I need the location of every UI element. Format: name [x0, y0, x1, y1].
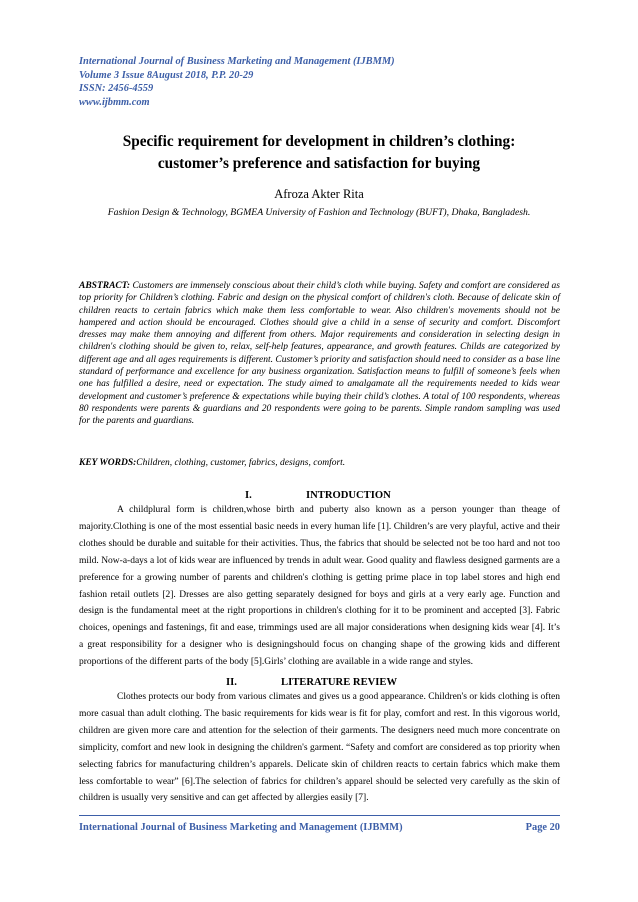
section-number: II. — [226, 677, 237, 688]
author-affiliation: Fashion Design & Technology, BGMEA University of Fashion and Technology (BUFT), Dhaka, Bangladesh. — [107, 207, 531, 218]
footer-divider — [79, 815, 560, 816]
journal-header — [79, 55, 559, 109]
keywords — [79, 458, 560, 468]
abstract — [79, 280, 560, 427]
paper-title — [60, 131, 578, 174]
journal-volume: Volume 3 Issue 8August 2018, P.P. 20-29 — [79, 69, 254, 81]
section-number: I. — [245, 490, 252, 501]
abstract-label: ABSTRACT: — [79, 281, 131, 291]
journal-issn: ISSN: 2456-4559 — [79, 83, 154, 94]
title-line-1: Specific requirement for development in children’s clothing: — [122, 133, 516, 150]
section-title: LITERATURE REVIEW — [281, 677, 398, 688]
footer-journal: International Journal of Business Marketing and Management (IJBMM) — [79, 822, 403, 833]
title-line-2: customer’s preference and satisfaction for buying — [157, 154, 481, 172]
keywords-label: KEY WORDS: — [79, 458, 137, 468]
page-number: Page 20 — [525, 822, 560, 833]
author-name: Afroza Akter Rita — [274, 187, 364, 201]
journal-name: International Journal of Business Marketing and Management (IJBMM) — [79, 56, 395, 67]
section-text: Clothes protects our body from various climates and gives us a good appearance. Children's or kids clothing is often more casual than adult clothing. The basic requirements for kids wear is fit for play, comfort and rest. In this vigorous world, children are given more care and attention for the selection of their garments. The designers need much more concentrate on simplicity, comfort and new look in designing the children's garment. “Safety and comfort are considered as top priority when selecting fabrics for manufacturing children’s apparels. Delicate skin of children reacts to certain fabrics which make them less comfortable to wear” [6].The selection of fabrics for children’s apparel should be selected very carefully as the skin of children is usually very sensitive and can get affected by allergies easily [7]. — [79, 692, 560, 804]
abstract-text: Customers are immensely conscious about their child’s cloth while buying. Safety and comfort are considered as top priority for Children’s clothing. Fabric and design on the physical comfort of children's cloth. Because of delicate skin of children reacts to certain fabrics which make them less comfortable to wear. Also children's movements should not be hampered and action should be encouraged. Clothes should give a child in a sense of security and comfort. Discomfort dresses may make them annoying and different from others. Major requirements and consideration in selecting design in children's clothing should be given to, relax, self-help features, appearance, and growth features. Childs are categorized by different age and all ages requirements is different. Customer’s priority and satisfaction should need to consider as a base line standard of performance and excellence for any business organization. Satisfaction means to fulfill of someone’s feels when one has fulfilled a desire, need or expectation. The study aimed to amalgamate all the requirements needed to kids wear development and customer’s preference & expectations while buying their child’s clothes. A total of 100 respondents, whereas 80 respondents were parents & guardians and 20 respondents were going to be parents. Simple random sampling was used for the parents and guardians. — [79, 281, 560, 427]
journal-website[interactable]: www.ijbmm.com — [79, 96, 150, 108]
section-body-literature-review — [79, 689, 560, 807]
section-title: INTRODUCTION — [306, 490, 391, 501]
section-text: A childplural form is children,whose birth and puberty also known as a person younger than theage of majority.Clothing is one of the most essential basic needs in every human life [1]. Children’s are very playful, active and their clothes should be durable and suitable for their activities. Thus, the fabrics that should be selected not be too hard and not too mild. Now-a-days a lot of kids wear are influenced by trends in adult wear. Good quality and flawless designed garments are a preference for a growing number of parents and children's clothing is getting prime place in top label stores and high end fashion retail outlets [2]. Dresses are also getting separately designed for boys and girls at a very early age. Function and design is the fundamental meet at the right proportions in children's clothing for it to be prominent and accepted [3]. Fabric choices, openings and fastenings, fit and ease, trimmings used are all major considerations when designing kids wear [4]. It’s a great responsibility for a designer who is designingshould focus on changing shape of the growing kids and different proportions of the different parts of the body [5].Girls’ clothing are available in a wide range and styles. — [79, 505, 560, 668]
section-body-introduction — [79, 502, 560, 671]
keywords-text: Children, clothing, customer, fabrics, designs, comfort. — [136, 458, 346, 468]
